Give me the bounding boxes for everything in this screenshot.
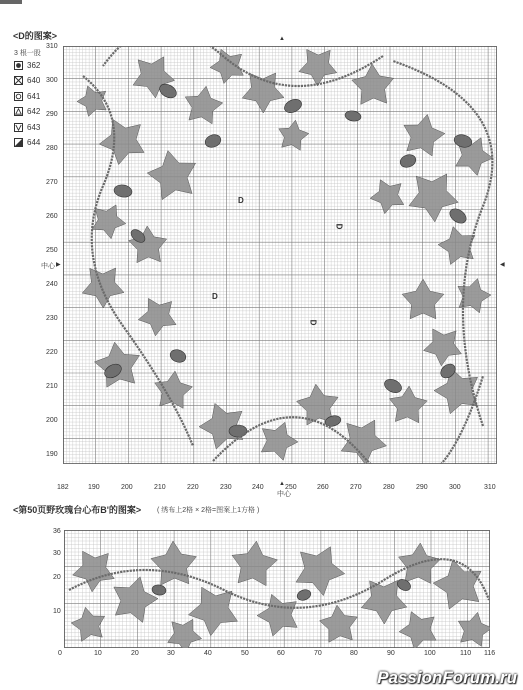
y-tick-label: 230 (46, 315, 58, 322)
x-tick-label: 40 (204, 650, 212, 657)
d-label-top-left: D (238, 196, 244, 205)
x-tick-label: 182 (57, 484, 69, 491)
x-tick-label: 190 (88, 484, 100, 491)
left-center-marker: ▶ (56, 262, 61, 268)
top-center-marker: ▲ (279, 36, 285, 42)
leaf-motif (188, 587, 237, 636)
legend-code: 640 (27, 76, 41, 85)
legend-row-644 (14, 137, 40, 149)
circle-icon (14, 92, 23, 101)
rosehip-motif (113, 184, 133, 199)
x-tick-label: 0 (58, 650, 62, 657)
x-tick-label: 90 (387, 650, 395, 657)
d-label-top-right: D (334, 223, 344, 230)
legend-row-641 (14, 90, 40, 102)
watermark-text: PassionForum.ru (377, 668, 517, 687)
x-tick-label: 100 (424, 650, 436, 657)
x-tick-label: 50 (241, 650, 249, 657)
filled-dot-icon (14, 61, 23, 70)
y-tick-label: 270 (46, 179, 58, 186)
x-tick-label: 260 (317, 484, 329, 491)
center-label-left: 中心 (41, 263, 55, 270)
y-tick-label: 260 (46, 213, 58, 220)
leaf-motif (402, 279, 444, 319)
x-tick-label: 210 (154, 484, 166, 491)
x-tick-label: 230 (220, 484, 232, 491)
leaf-motif (296, 547, 345, 596)
legend-code: 644 (27, 138, 41, 147)
legend-code: 642 (27, 107, 41, 116)
pattern-b-title: <第50页野玫瑰台心布B'的图案> (13, 505, 142, 515)
x-tick-label: 310 (484, 484, 496, 491)
x-tick-label: 116 (484, 650, 496, 657)
d-label-bottom-right: D (308, 319, 318, 326)
y-tick-label: 290 (46, 111, 58, 118)
x-tick-label: 60 (277, 650, 285, 657)
leaf-motif (114, 577, 158, 623)
x-tick-label: 80 (350, 650, 358, 657)
leaf-motif (433, 560, 481, 609)
x-tick-label: 10 (94, 650, 102, 657)
strands-note: 3 根一股 (14, 50, 41, 57)
page-corner-mark (0, 0, 22, 4)
leaf-motif (99, 119, 144, 164)
x-tick-label: 280 (383, 484, 395, 491)
rosehip-motif (447, 206, 469, 226)
leaf-motif (92, 205, 126, 239)
leaf-motif (77, 86, 106, 117)
x-tick-label: 70 (314, 650, 322, 657)
y-tick-label: 36 (53, 528, 61, 535)
triangle-icon (14, 107, 23, 116)
x-tick-label: 220 (187, 484, 199, 491)
legend-code: 362 (27, 60, 41, 70)
leaf-motif (232, 541, 278, 586)
right-center-marker: ◀ (500, 262, 505, 268)
x-tick-label: 290 (416, 484, 428, 491)
d-label-bottom-left: D (212, 292, 218, 301)
y-tick-label: 210 (46, 383, 58, 390)
bottom-center-marker: ▲ (279, 481, 285, 487)
leaf-motif (404, 114, 445, 156)
y-tick-label: 280 (46, 145, 58, 152)
rosehip-motif (229, 425, 247, 437)
leaf-motif (399, 612, 436, 648)
y-tick-label: 20 (53, 574, 61, 582)
rosehip-motif (203, 133, 222, 150)
x-tick-label: 270 (350, 484, 362, 491)
leaf-motif (458, 612, 490, 646)
pattern-b-grid (64, 530, 490, 648)
pattern-b-note: ( 绣布上2格 × 2格=图案上1方格 ) (157, 507, 260, 514)
y-tick-label: 240 (46, 281, 58, 288)
y-tick-label: 30 (53, 549, 61, 557)
x-tick-label: 30 (167, 650, 175, 657)
y-tick-label: 220 (46, 349, 58, 356)
y-tick-label: 200 (46, 417, 58, 424)
x-tick-label: 20 (131, 650, 139, 657)
legend-row-640 (14, 75, 40, 87)
leaf-motif (434, 368, 478, 414)
half-fill-icon (14, 138, 23, 147)
leaf-motif (82, 268, 124, 308)
legend-row-643 (14, 121, 40, 133)
y-tick-label: 310 (46, 43, 58, 50)
legend-row-642 (14, 106, 40, 118)
legend-row-362 (14, 59, 40, 71)
x-tick-label: 200 (121, 484, 133, 491)
y-tick-label: 300 (46, 77, 58, 84)
v-mark-icon (14, 123, 23, 132)
leaf-motif (279, 120, 309, 150)
pattern-d-title: <D的图案> (13, 31, 58, 41)
pattern-b-chart (64, 530, 490, 648)
y-tick-label: 10 (53, 608, 61, 615)
y-tick-label: 190 (46, 451, 58, 458)
x-tick-label: 250 (285, 484, 297, 491)
rosehip-motif (151, 584, 167, 596)
center-label-bottom: 中心 (277, 491, 291, 498)
legend-code: 641 (27, 91, 41, 101)
leaf-motif (257, 594, 297, 636)
pattern-d-chart (63, 46, 497, 464)
x-tick-label: 110 (460, 650, 472, 657)
leaf-motif (138, 298, 176, 335)
x-tick-label: 240 (252, 484, 264, 491)
x-tick-label: 300 (449, 484, 461, 491)
y-tick-label: 250 (46, 247, 58, 254)
leaf-motif (155, 371, 193, 408)
pattern-d-grid (63, 46, 497, 464)
legend-code: 643 (27, 122, 41, 132)
leaf-motif (370, 180, 404, 214)
x-mark-icon (14, 76, 23, 85)
leaf-motif (151, 541, 197, 585)
